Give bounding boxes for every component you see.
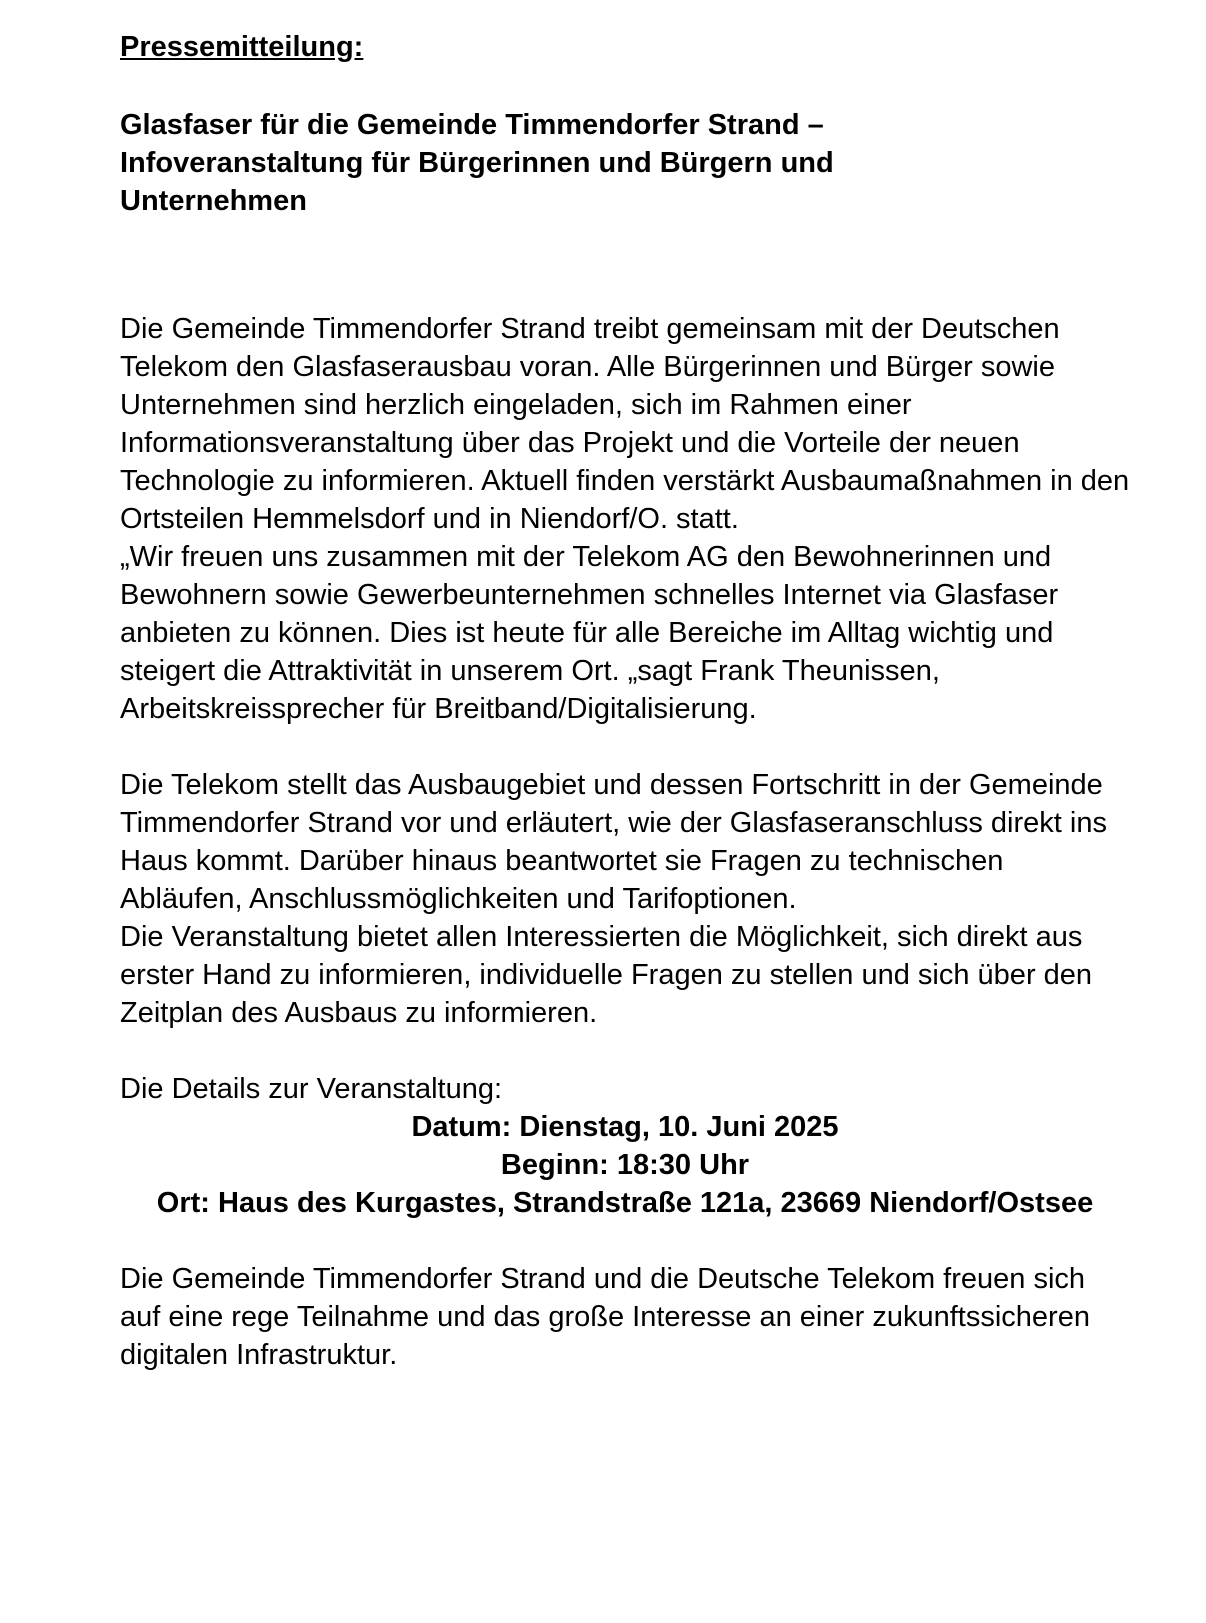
quote-paragraph: „Wir freuen uns zusammen mit der Telekom AG den Bewohnerinnen und Bewohnern sowie Gewerbeunternehmen schnelles Internet via Glasfaser anbieten zu können. Dies ist heute für alle Bereiche im Alltag wichtig und steigert die Attraktivität in unserem Ort. „sagt Frank Theunissen, Arbeitskreissprecher für Breitband/Digitalisierung.: [120, 541, 1059, 725]
press-release-label: Pressemitteilung:: [120, 31, 364, 63]
intro-paragraph: Die Gemeinde Timmendorfer Strand treibt gemeinsam mit der Deutschen Telekom den Glasfaserausbau voran. Alle Bürgerinnen und Bürger sowie Unternehmen sind herzlich eingeladen, sich im Rahmen einer Informationsveranstaltung über das Projekt und die Vorteile der neuen Technologie zu informieren. Aktuell finden verstärkt Ausbaumaßnahmen in den Ortsteilen Hemmelsdorf und in Niendorf/O. statt.: [120, 313, 1130, 535]
event-start-time: Beginn: 18:30 Uhr: [500, 1149, 750, 1181]
headline: Glasfaser für die Gemeinde Timmendorfer Strand – Infoveranstaltung für Bürgerinnen und Bürgern und Unternehmen: [120, 109, 834, 217]
details-intro: Die Details zur Veranstaltung:: [120, 1073, 503, 1105]
event-date: Datum: Dienstag, 10. Juni 2025: [411, 1111, 839, 1143]
event-location: Ort: Haus des Kurgastes, Strandstraße 121a, 23669 Niendorf/Ostsee: [156, 1187, 1094, 1219]
event-paragraph: Die Veranstaltung bietet allen Interessierten die Möglichkeit, sich direkt aus erster Hand zu informieren, individuelle Fragen zu stellen und sich über den Zeitplan des Ausbaus zu informieren.: [120, 921, 1093, 1029]
event-details: [120, 1108, 1130, 1222]
telekom-paragraph: Die Telekom stellt das Ausbaugebiet und dessen Fortschritt in der Gemeinde Timmendorfer Strand vor und erläutert, wie der Glasfaseranschluss direkt ins Haus kommt. Darüber hinaus beantwortet sie Fragen zu technischen Abläufen, Anschlussmöglichkeiten und Tarifoptionen.: [120, 769, 1107, 915]
press-release: [120, 28, 1130, 1374]
closing-paragraph: Die Gemeinde Timmendorfer Strand und die Deutsche Telekom freuen sich auf eine rege Teilnahme und das große Interesse an einer zukunftssicheren digitalen Infrastruktur.: [120, 1263, 1090, 1371]
